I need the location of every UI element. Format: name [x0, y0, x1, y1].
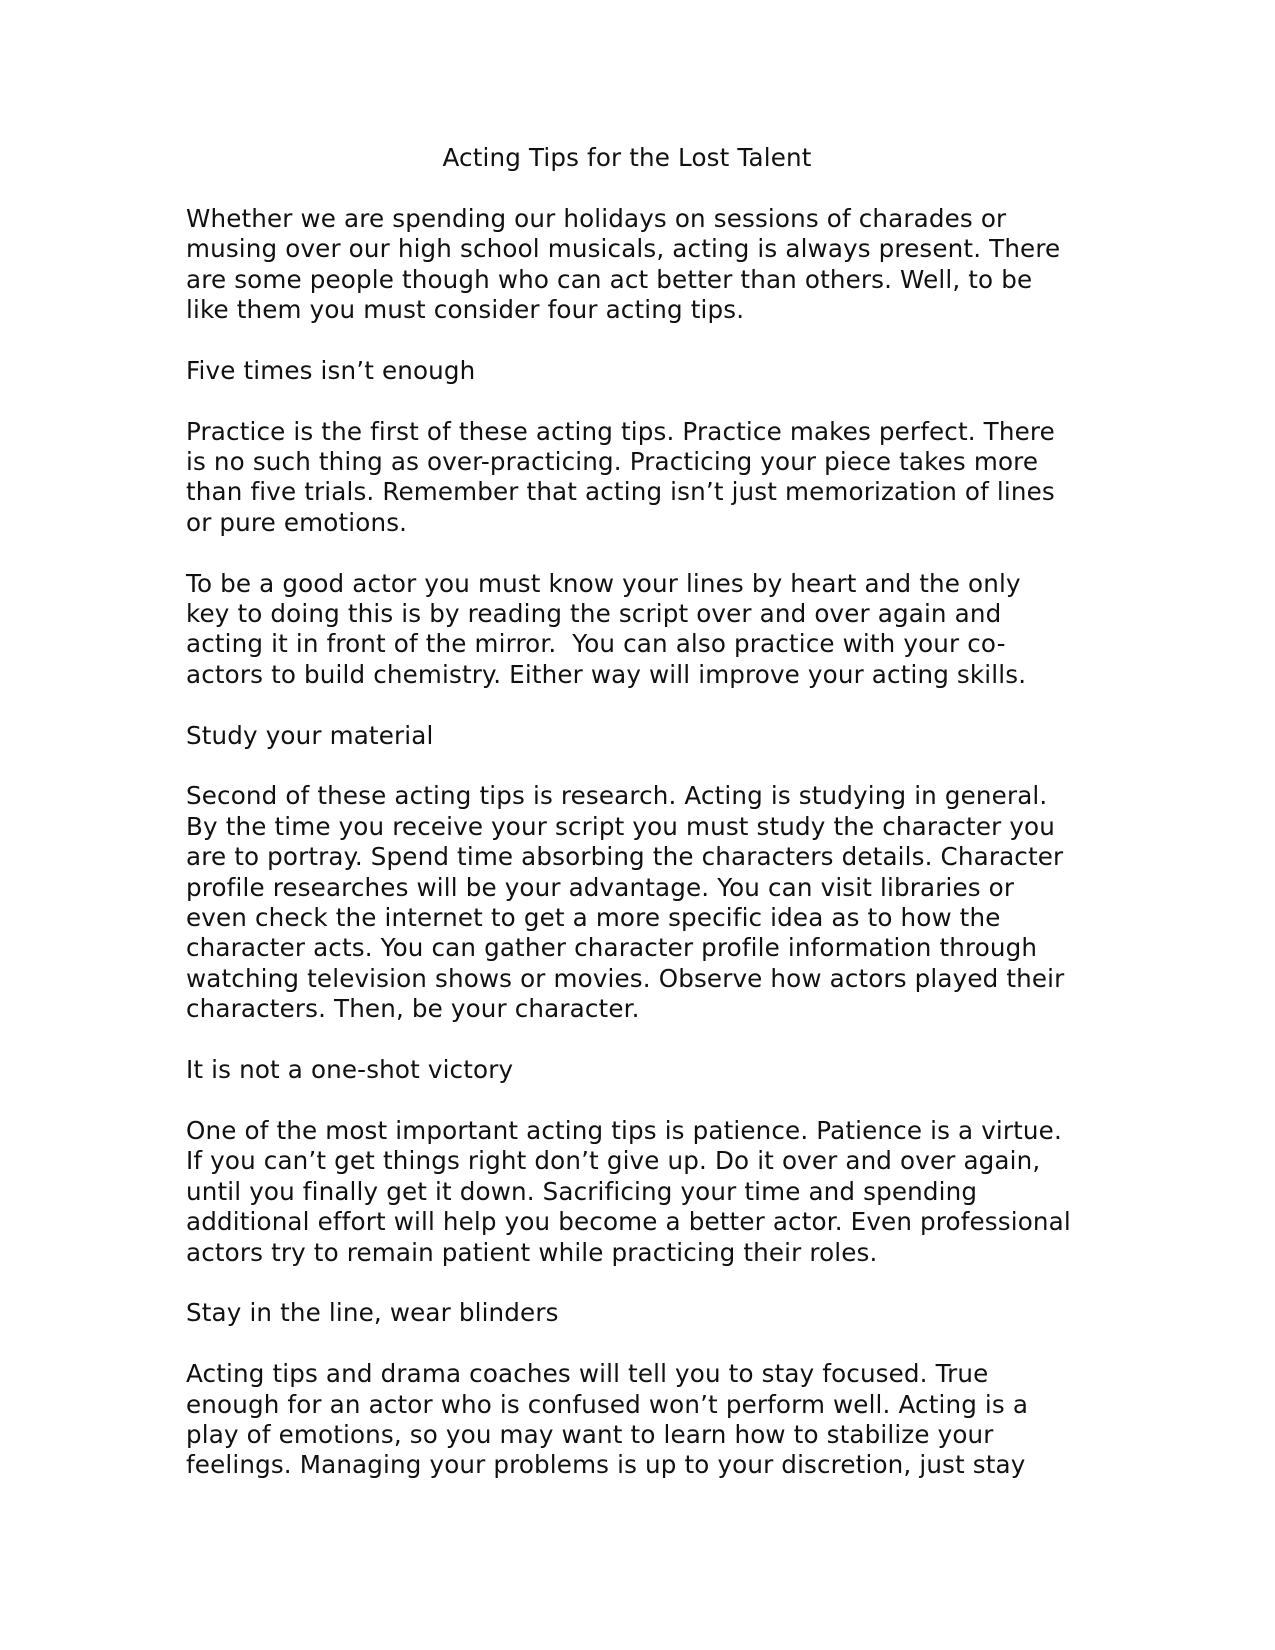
- paragraph-line: musing over our high school musicals, acting is always present. There: [186, 234, 1061, 264]
- practice-paragraph-1: [186, 417, 1086, 539]
- practice-paragraph-2: [186, 569, 1086, 691]
- document-content: [186, 143, 1086, 1511]
- paragraph-line: profile researches will be your advantage. You can visit libraries or: [186, 872, 1015, 902]
- paragraph-line: feelings. Managing your problems is up to your discretion, just stay: [186, 1450, 1026, 1480]
- paragraph-line: By the time you receive your script you must study the character you: [186, 811, 1055, 841]
- section-heading-patience: It is not a one-shot victory: [186, 1055, 514, 1085]
- paragraph-line: Whether we are spending our holidays on sessions of charades or: [186, 203, 1007, 233]
- document-title: Acting Tips for the Lost Talent: [442, 143, 812, 172]
- paragraph-line: characters. Then, be your character.: [186, 994, 640, 1024]
- paragraph-line: If you can’t get things right don’t give up. Do it over and over again,: [186, 1146, 1041, 1176]
- paragraph-line: even check the internet to get a more specific idea as to how the: [186, 903, 1001, 933]
- section-heading-practice: Five times isn’t enough: [186, 355, 476, 385]
- paragraph-line: key to doing this is by reading the script over and over again and: [186, 599, 1002, 629]
- paragraph-line: play of emotions, so you may want to learn how to stabilize your: [186, 1419, 994, 1449]
- paragraph-line: are some people though who can act better than others. Well, to be: [186, 264, 1033, 294]
- paragraph-line: is no such thing as over-practicing. Practicing your piece takes more: [186, 447, 1039, 477]
- paragraph-line: are to portray. Spend time absorbing the characters details. Character: [186, 842, 1064, 872]
- paragraph-line: acting it in front of the mirror. You can also practice with your co-: [186, 629, 1006, 659]
- research-paragraph: [186, 781, 1086, 1024]
- section-heading-research: Study your material: [186, 720, 434, 750]
- paragraph-line: character acts. You can gather character profile information through: [186, 933, 1038, 963]
- focus-paragraph: [186, 1359, 1086, 1481]
- paragraph-line: additional effort will help you become a better actor. Even professional: [186, 1207, 1071, 1237]
- paragraph-line: than five trials. Remember that acting isn’t just memorization of lines: [186, 477, 1055, 507]
- paragraph-line: until you finally get it down. Sacrificing your time and spending: [186, 1176, 978, 1206]
- paragraph-line: actors to build chemistry. Either way will improve your acting skills.: [186, 659, 1027, 689]
- paragraph-line: or pure emotions.: [186, 507, 408, 537]
- paragraph-line: Acting tips and drama coaches will tell you to stay focused. True: [186, 1359, 989, 1389]
- intro-paragraph: [186, 204, 1086, 326]
- paragraph-line: enough for an actor who is confused won’t perform well. Acting is a: [186, 1389, 1029, 1419]
- paragraph-line: watching television shows or movies. Observe how actors played their: [186, 963, 1065, 993]
- section-heading-focus: Stay in the line, wear blinders: [186, 1298, 559, 1328]
- paragraph-line: To be a good actor you must know your lines by heart and the only: [186, 568, 1021, 598]
- paragraph-line: actors try to remain patient while practicing their roles.: [186, 1237, 878, 1267]
- paragraph-line: One of the most important acting tips is patience. Patience is a virtue.: [186, 1115, 1062, 1145]
- patience-paragraph: [186, 1116, 1086, 1268]
- paragraph-line: like them you must consider four acting tips.: [186, 295, 745, 325]
- paragraph-line: Second of these acting tips is research. Acting is studying in general.: [186, 781, 1048, 811]
- paragraph-line: Practice is the first of these acting tips. Practice makes perfect. There: [186, 416, 1055, 446]
